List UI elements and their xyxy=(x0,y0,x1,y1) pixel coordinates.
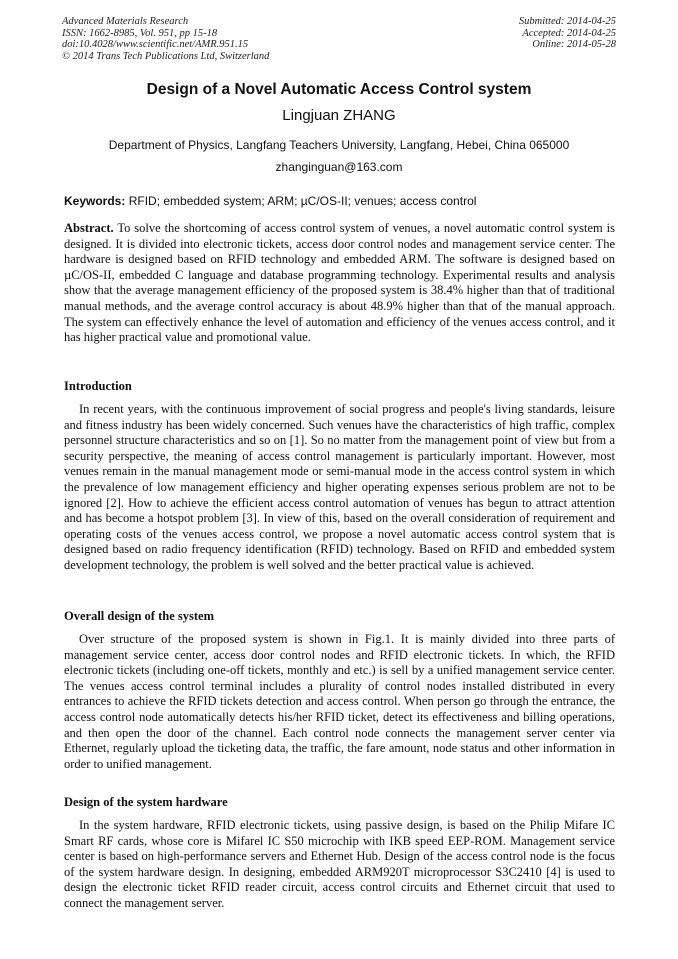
section-heading-overall-design: Overall design of the system xyxy=(64,609,214,623)
abstract-label: Abstract. xyxy=(64,221,114,235)
section-text-hardware: In the system hardware, RFID electronic tickets, using passive design, is based on the Philip Mifare IC Smart RF cards, whose core is Mifarel IC S50 microchip with IKB speed EEP-ROM. Management service center is based on high-performance servers and Ethernet Hub. Design of the access control node is the focus of the system hardware design. In designing, embedded ARM920T microprocessor S3C2410 [4] is used to design the electronic ticket RFID reader circuit, access control circuits and Ethernet circuit that used to connect the management server. xyxy=(64,818,615,910)
keywords-list: RFID; embedded system; ARM; µC/OS-II; venues; access control xyxy=(128,194,477,208)
publication-dates xyxy=(519,16,616,51)
accepted-date: Accepted: 2014-04-25 xyxy=(522,27,616,39)
journal-name: Advanced Materials Research xyxy=(62,16,189,27)
journal-info xyxy=(62,16,269,62)
author-email: zhanginguan@163.com xyxy=(275,160,403,174)
abstract xyxy=(64,221,615,346)
section-heading-hardware: Design of the system hardware xyxy=(64,795,228,809)
issn-line: ISSN: 1662-8985, Vol. 951, pp 15-18 xyxy=(62,27,218,39)
keywords xyxy=(64,194,615,208)
author-name: Lingjuan ZHANG xyxy=(282,107,396,124)
paper-title: Design of a Novel Automatic Access Control system xyxy=(146,81,532,98)
abstract-text: To solve the shortcoming of access control system of venues, a novel automatic control system is designed. It is divided into electronic tickets, access door control nodes and management service center. The hardware is designed based on RFID technology and embedded ARM. The software is designed based on µC/OS-II, embedded C language and database programming technology. Experimental results and analysis show that the average management efficiency of the proposed system is 38.4% higher than that of traditional manual methods, and the average control accuracy is about 48.9% higher than that of the manual approach. The system can effectively enhance the level of automation and efficiency of the venues access control, and it has higher practical value and promotional value. xyxy=(64,221,616,345)
doi-line: doi:10.4028/www.scientific.net/AMR.951.15 xyxy=(62,39,249,51)
submitted-date: Submitted: 2014-04-25 xyxy=(518,16,616,27)
section-text-overall-design: Over structure of the proposed system is shown in Fig.1. It is mainly divided into three parts of management service center, access door control nodes and RFID electronic tickets. In which, the RFID electronic tickets (including one-off tickets, monthly and etc.) is sell by a unified management service center. The venues access control terminal includes a plurality of control nodes installed distributed in every entrances to achieve the RFID tickets detection and access control. When person go through the entrance, the access control node automatically detects his/her RFID ticket, detect its effectiveness and billing operations, and then open the door of the channel. Each control node connects the management server center via Ethernet, regularly upload the ticketing data, the traffic, the fare amount, node status and other information in order to unified management. xyxy=(64,632,615,771)
section-heading-introduction: Introduction xyxy=(64,379,132,393)
keywords-label: Keywords: xyxy=(64,194,126,208)
affiliation: Department of Physics, Langfang Teachers University, Langfang, Hebei, China 065000 xyxy=(108,138,570,152)
section-text-introduction: In recent years, with the continuous improvement of social progress and people's living standards, leisure and fitness industry has been widely concerned. Such venues have the characteristics of high traffic, complex personnel structure characteristics and so on [1]. So no matter from the management point of view but from a security perspective, the meaning of access control management is particularly important. However, most venues remain in the manual management mode or semi-manual mode in the access control system in which the prevalence of low management efficiency and higher operating expenses serious problem are not to be ignored [2]. How to achieve the efficient access control automation of venues has begun to attract attention and has become a hotspot problem [3]. In view of this, based on the overall consideration of requirement and operating costs of the venues access control, we propose a novel automatic access control system that is designed based on radio frequency identification (RFID) technology. Based on RFID and embedded system development technology, the problem is well solved and the better practical value is achieved. xyxy=(64,402,615,572)
online-date: Online: 2014-05-28 xyxy=(532,39,616,51)
copyright-line: © 2014 Trans Tech Publications Ltd, Switzerland xyxy=(62,50,270,62)
